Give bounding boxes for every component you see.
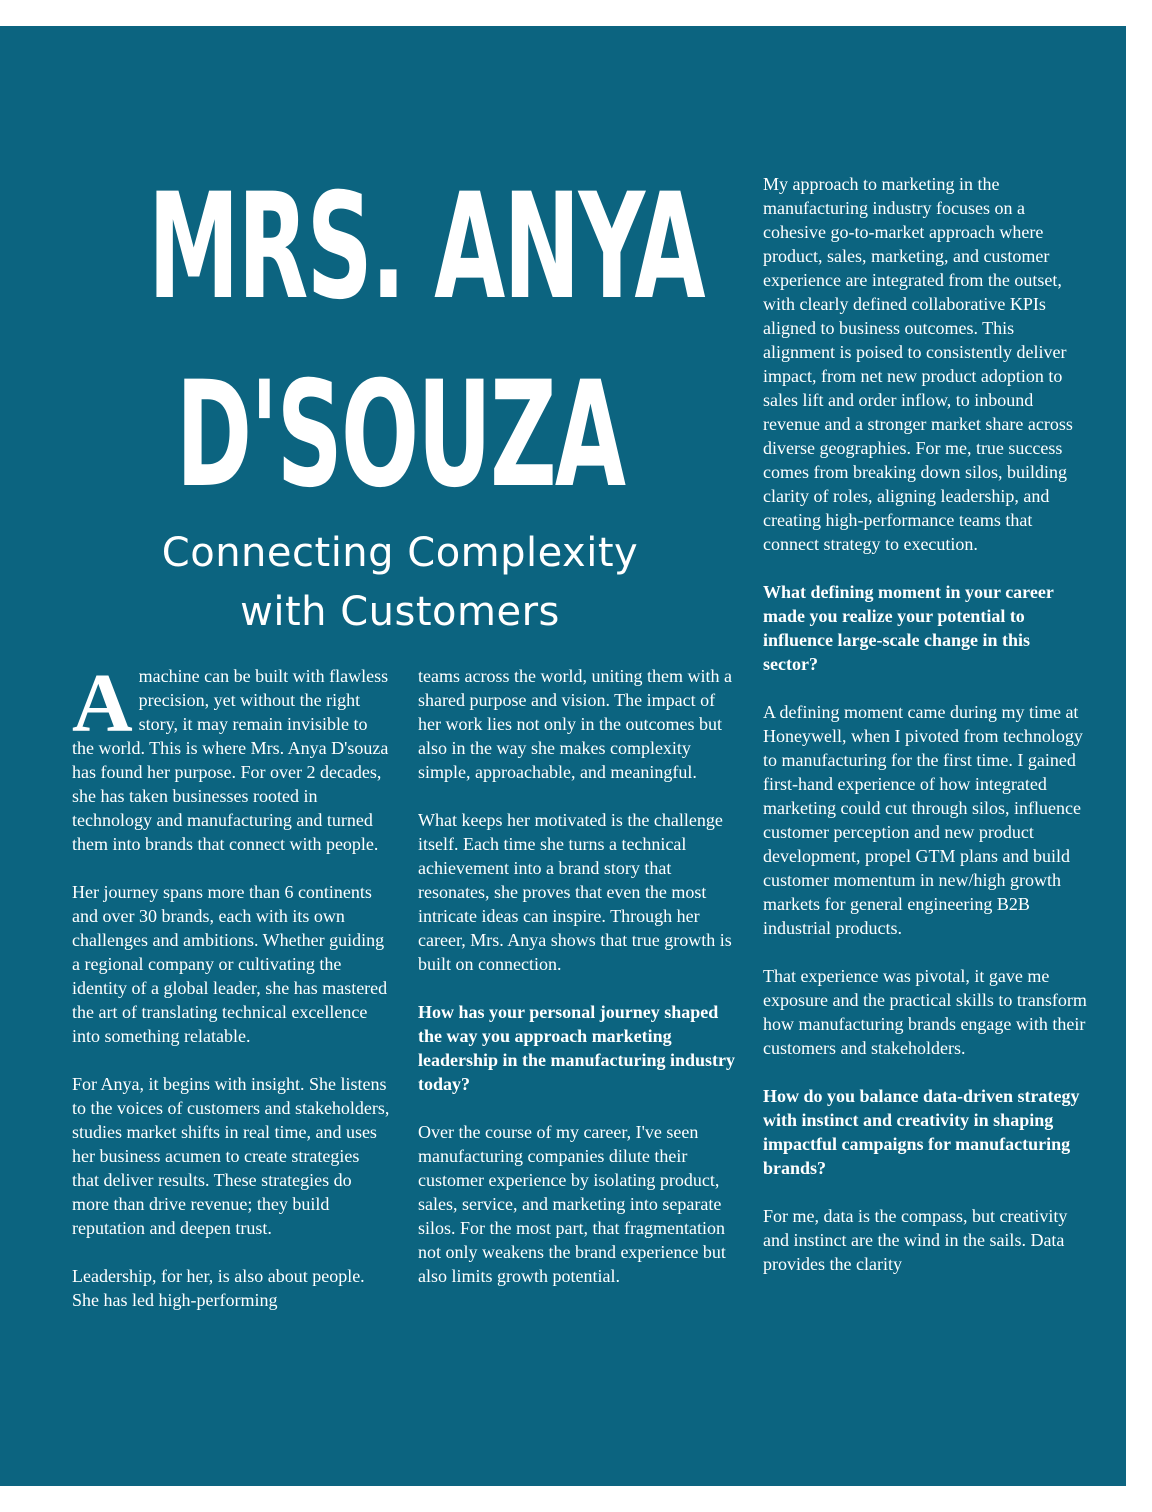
- headline-line-2: D'SOUZA: [175, 350, 625, 520]
- intro-paragraph: [72, 657, 390, 856]
- article-panel: [0, 26, 1126, 1486]
- paragraph: For me, data is the compass, but creativity and instinct are the wind in the sails. Data provides the clarity: [763, 1206, 1068, 1274]
- headline-line-1: MRS. ANYA: [148, 162, 704, 332]
- interview-question: How has your personal journey shaped the way you approach marketing leadership in the manufacturing industry today?: [418, 1002, 736, 1094]
- column-1: [72, 657, 390, 1336]
- subtitle-line-2: with Customers: [240, 589, 560, 635]
- drop-cap: A: [72, 657, 133, 750]
- paragraph: Over the course of my career, I've seen manufacturing companies dilute their customer experience by isolating product, sales, service, and marketing into separate silos. For the most part, that fragmentation not only weakens the brand experience but also limits growth potential.: [418, 1122, 726, 1286]
- column-2: [418, 664, 736, 1312]
- paragraph: teams across the world, uniting them with a shared purpose and vision. The impact of her work lies not only in the outcomes but also in the way she makes complexity simple, approachable, and meaningful.: [418, 666, 732, 782]
- paragraph: A defining moment came during my time at Honeywell, when I pivoted from technology to manufacturing for the first time. I gained first-hand experience of how integrated marketing could cut through silos, influence customer perception and new product development, propel GTM plans and build customer momentum in new/high growth markets for general engineering B2B industrial products.: [763, 702, 1083, 938]
- subtitle-line-1: Connecting Complexity: [161, 530, 639, 576]
- interview-question: How do you balance data-driven strategy with instinct and creativity in shaping impactful campaigns for manufacturing brands?: [763, 1086, 1080, 1178]
- interview-question: What defining moment in your career made you realize your potential to influence large-scale change in this sector?: [763, 582, 1054, 674]
- intro-text: machine can be built with flawless precision, yet without the right story, it may remain invisible to the world. This is where Mrs. Anya D'souza has found her purpose. For over 2 decades, she has taken businesses rooted in technology and manufacturing and turned them into brands that connect with people.: [72, 666, 389, 854]
- paragraph: For Anya, it begins with insight. She listens to the voices of customers and stakeholders, studies market shifts in real time, and uses her business acumen to create strategies that deliver results. These strategies do more than drive revenue; they build reputation and deepen trust.: [72, 1074, 390, 1238]
- paragraph: That experience was pivotal, it gave me exposure and the practical skills to transform how manufacturing brands engage with their customers and stakeholders.: [763, 966, 1087, 1058]
- paragraph: My approach to marketing in the manufacturing industry focuses on a cohesive go-to-market approach where product, sales, marketing, and customer experience are integrated from the outset, with clearly defined collaborative KPIs aligned to business outcomes. This alignment is poised to consistently deliver impact, from net new product adoption to sales lift and order inflow, to inbound revenue and a stronger market share across diverse geographies. For me, true success comes from breaking down silos, building clarity of roles, aligning leadership, and creating high-performance teams that connect strategy to execution.: [763, 174, 1073, 554]
- paragraph: Her journey spans more than 6 continents and over 30 brands, each with its own challenges and ambitions. Whether guiding a regional company or cultivating the identity of a global leader, she has mastered the art of translating technical excellence into something relatable.: [72, 882, 388, 1046]
- column-3: [763, 172, 1088, 1300]
- paragraph: Leadership, for her, is also about people. She has led high-performing: [72, 1266, 365, 1310]
- paragraph: What keeps her motivated is the challenge itself. Each time she turns a technical achievement into a brand story that resonates, she proves that even the most intricate ideas can inspire. Through her career, Mrs. Anya shows that true growth is built on connection.: [418, 810, 732, 974]
